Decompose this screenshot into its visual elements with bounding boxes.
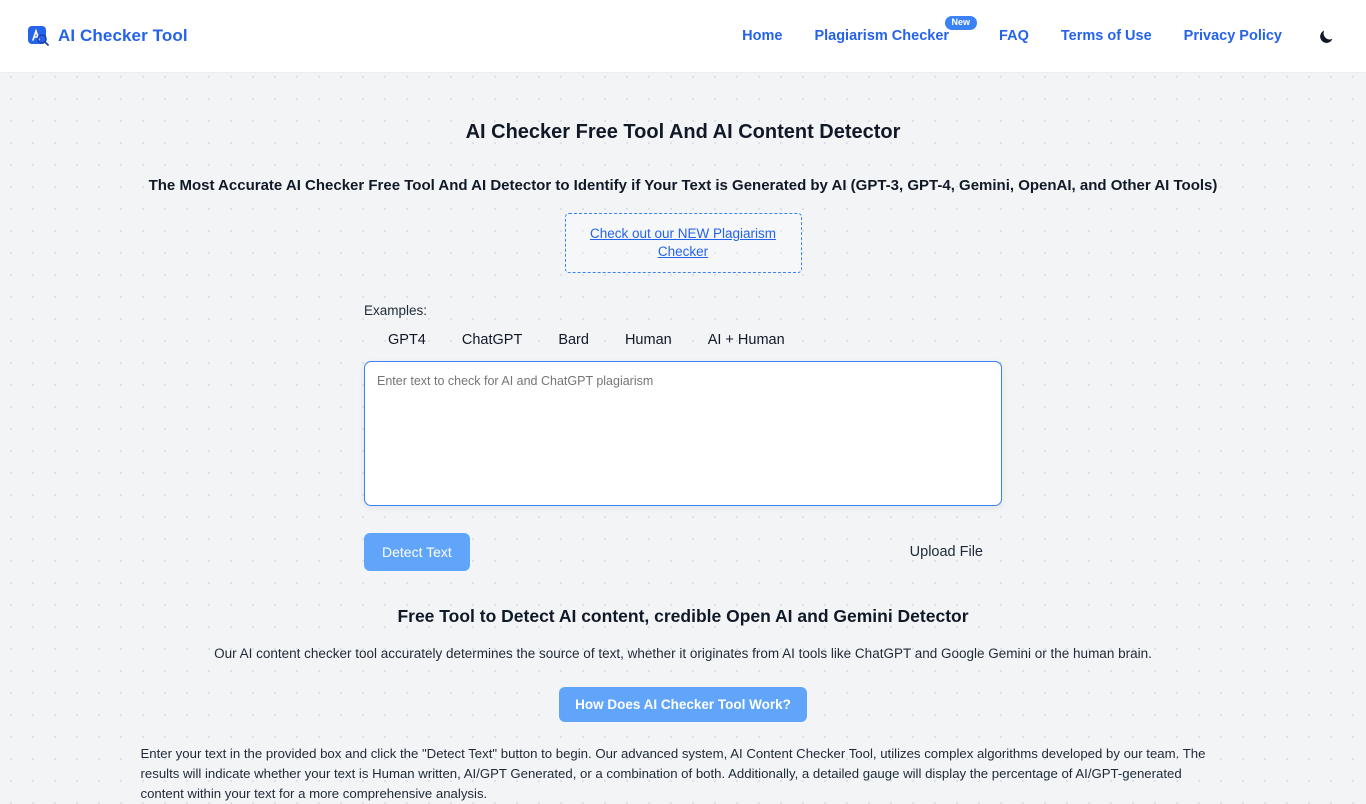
upload-file-button[interactable]: Upload File <box>909 544 983 560</box>
examples-row <box>364 332 1002 348</box>
nav-faq[interactable]: FAQ <box>999 28 1029 44</box>
example-human[interactable]: Human <box>624 332 672 348</box>
example-ai-human[interactable]: AI + Human <box>707 332 785 348</box>
brand-name: AI Checker Tool <box>58 26 188 45</box>
page-title: AI Checker Free Tool And AI Content Detector <box>465 121 901 143</box>
nav-plagiarism-checker[interactable] <box>798 17 983 44</box>
brand[interactable] <box>24 22 188 50</box>
ai-checker-logo-icon <box>24 22 52 50</box>
examples-label: Examples: <box>364 303 428 318</box>
info-section <box>0 606 1366 804</box>
nav-home[interactable]: Home <box>742 28 783 44</box>
nav-terms-of-use[interactable]: Terms of Use <box>1060 28 1152 44</box>
how-it-works-body: Enter your text in the provided box and click the "Detect Text" button to begin. Our advanced system, AI Content Checker Tool, utilizes complex algorithms developed by our team. The results will indicate whether your text is Human written, AI/GPT Generated, or a combination of both. Additionally, a detailed gauge will display the percentage of AI/GPT-generated content within your text for a more comprehensive analysis. <box>140 746 1206 802</box>
info-section-title: Free Tool to Detect AI content, credible Open AI and Gemini Detector <box>397 606 969 626</box>
example-gpt4[interactable]: GPT4 <box>388 332 426 348</box>
how-it-works-button[interactable]: How Does AI Checker Tool Work? <box>559 687 807 722</box>
nav-privacy-policy[interactable]: Privacy Policy <box>1183 28 1282 44</box>
site-header <box>0 0 1366 73</box>
checker-panel <box>364 303 1002 571</box>
plagiarism-callout[interactable] <box>565 213 802 273</box>
detect-text-button[interactable]: Detect Text <box>364 533 470 571</box>
nav-new-badge: New <box>945 16 978 30</box>
main-nav <box>726 17 1342 51</box>
moon-icon[interactable] <box>1312 21 1342 51</box>
example-bard[interactable]: Bard <box>558 332 589 348</box>
page-subtitle: The Most Accurate AI Checker Free Tool And AI Detector to Identify if Your Text is Generated by AI (GPT-3, GPT-4, Gemini, OpenAI, and Other AI Tools) <box>148 177 1218 194</box>
example-chatgpt[interactable]: ChatGPT <box>461 332 523 348</box>
main-content <box>0 73 1366 804</box>
text-input[interactable] <box>364 361 1002 506</box>
actions-row <box>364 533 1002 571</box>
plagiarism-callout-link[interactable]: Check out our NEW Plagiarism Checker <box>589 226 777 259</box>
info-section-description: Our AI content checker tool accurately determines the source of text, whether it originates from AI tools like ChatGPT and Google Gemini or the human brain. <box>214 646 1152 661</box>
nav-plagiarism-checker-label: Plagiarism Checker <box>814 28 950 44</box>
